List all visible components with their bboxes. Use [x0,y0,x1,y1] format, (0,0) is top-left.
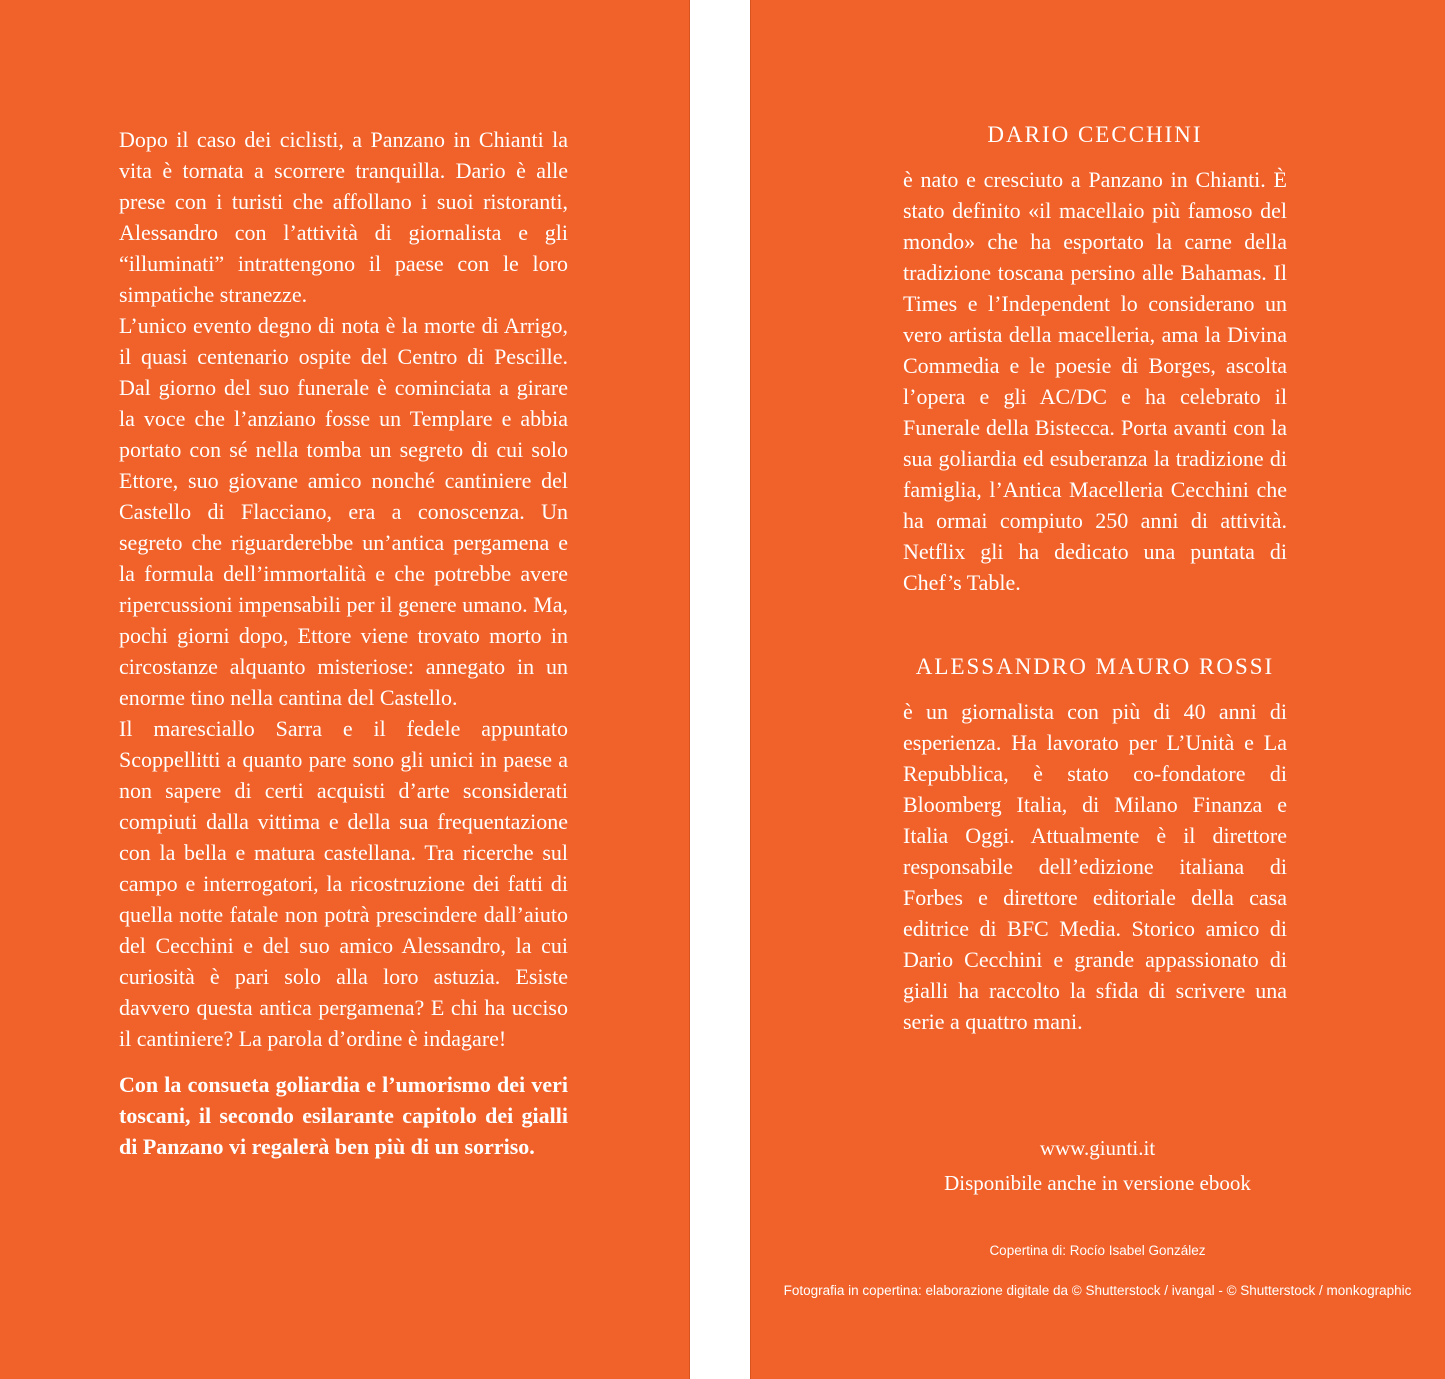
author-name-alessandro: ALESSANDRO MAURO ROSSI [915,654,1275,679]
synopsis [119,124,568,1162]
author-name-dario: DARIO CECCHINI [987,122,1203,147]
synopsis-paragraph-3: Il maresciallo Sarra e il fedele appuntato Scoppellitti a quanto pare sono gli unici in paese a non sapere di certi acquisti d’arte sconsiderati compiuti dalla vittima e della sua frequentazione con la bella e matura castellana. Tra ricerche sul campo e interrogatori, la ricostruzione dei fatti di quella notte fatale non potrà prescindere dall’aiuto del Cecchini e del suo amico Alessandro, la cui curiosità è pari solo alla loro astuzia. Esiste davvero questa antica pergamena? E chi ha ucciso il cantiniere? La parola d’ordine è indagare! [119,716,568,1051]
author-bio-dario [903,164,1287,598]
tagline: Con la consueta goliardia e l’umorismo dei veri toscani, il secondo esilarante capitolo dei gialli di Panzano vi regalerà ben più di un sorriso. [119,1072,568,1159]
cover-credit: Copertina di: Rocío Isabel González [989,1243,1206,1258]
author-bio-alessandro [903,696,1287,1037]
synopsis-paragraph-1: Dopo il caso dei ciclisti, a Panzano in Chianti la vita è tornata a scorrere tranquilla. Dario è alle prese con i turisti che affollano i suoi ristoranti, Alessandro con l’attività di giornalista e gli “illuminati” intrattengono il paese con le loro simpatiche stranezze. [119,127,568,307]
photo-credit: Fotografia in copertina: elaborazione digitale da © Shutterstock / ivangal - © Shutterstock / monkographic [783,1283,1412,1298]
author-bio-text: è un giornalista con più di 40 anni di esperienza. Ha lavorato per L’Unità e La Repubblica, è stato co-fondatore di Bloomberg Italia, di Milano Finanza e Italia Oggi. Attualmente è il direttore responsabile dell’edizione italiana di Forbes e direttore editoriale della casa editrice di BFC Media. Storico amico di Dario Cecchini e grande appassionato di gialli ha raccolto la sfida di scrivere una serie a quattro mani. [903,699,1287,1034]
ebook-availability: Disponibile anche in versione ebook [944,1171,1251,1195]
synopsis-paragraph-2: L’unico evento degno di nota è la morte di Arrigo, il quasi centenario ospite del Centro di Pescille. Dal giorno del suo funerale è cominciata a girare la voce che l’anziano fosse un Templare e abbia portato con sé nella tomba un segreto di cui solo Ettore, suo giovane amico nonché cantiniere del Castello di Flacciano, era a conoscenza. Un segreto che riguarderebbe un’antica pergamena e la formula dell’immortalità e che potrebbe avere ripercussioni impensabili per il genere umano. Ma, pochi giorni dopo, Ettore viene trovato morto in circostanze alquanto misteriose: annegato in un enorme tino nella cantina del Castello. [119,313,568,710]
publisher-website: www.giunti.it [1039,1136,1156,1160]
author-bio-text: è nato e cresciuto a Panzano in Chianti. È stato definito «il macellaio più famoso del mondo» che ha esportato la carne della tradizione toscana persino alle Bahamas. Il Times e l’Independent lo considerano un vero artista della macelleria, ama la Divina Commedia e le poesie di Borges, ascolta l’opera e gli AC/DC e ha celebrato il Funerale della Bistecca. Porta avanti con la sua goliardia ed esuberanza la tradizione di famiglia, l’Antica Macelleria Cecchini che ha ormai compiuto 250 anni di attività. Netflix gli ha dedicato una puntata di Chef’s Table. [903,167,1287,595]
